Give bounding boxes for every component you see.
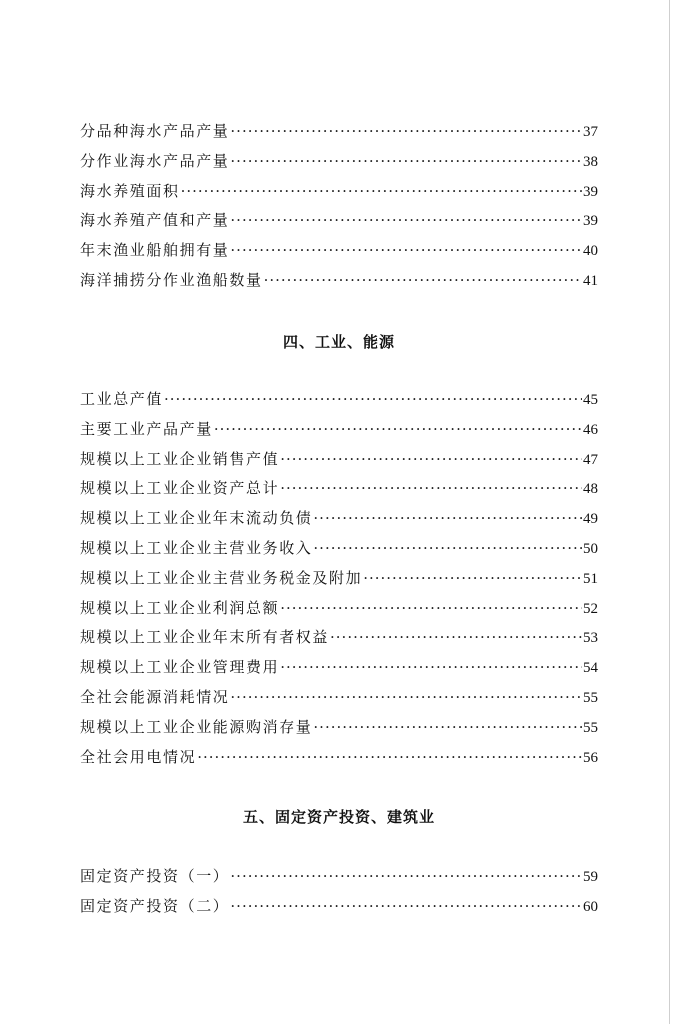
toc-entry-page: 56	[583, 749, 598, 766]
toc-entry-page: 60	[583, 898, 598, 915]
toc-entry-title: 规模以上工业企业年末所有者权益	[80, 628, 330, 647]
toc-entry[interactable]	[80, 147, 598, 177]
toc-entry-title: 工业总产值	[80, 390, 164, 408]
dot-leader	[330, 623, 582, 653]
toc-entry-page: 55	[583, 689, 598, 706]
toc-entry-page: 48	[583, 481, 598, 498]
dot-leader	[230, 862, 582, 892]
dot-leader	[313, 534, 582, 564]
toc-entry-title: 规模以上工业企业利润总额	[80, 598, 280, 617]
toc-entry-title: 规模以上工业企业主营业务收入	[80, 538, 313, 557]
dot-leader	[197, 743, 582, 773]
toc-entry-page: 39	[583, 183, 598, 200]
dot-leader	[313, 504, 582, 534]
toc-entry-page: 52	[583, 600, 598, 617]
toc-entry-title: 固定资产投资（二）	[80, 896, 230, 915]
toc-entry-title: 全社会用电情况	[80, 747, 197, 766]
toc-entry-title: 海水养殖面积	[80, 181, 180, 200]
toc-entry[interactable]	[80, 564, 598, 594]
dot-leader	[214, 415, 582, 445]
toc-entry-page: 59	[583, 869, 598, 885]
toc-entry[interactable]	[80, 206, 598, 236]
toc-entry-page: 39	[583, 213, 598, 230]
dot-leader	[230, 147, 582, 177]
toc-entry-title: 主要工业产品产量	[80, 419, 213, 438]
toc-entry-page: 45	[583, 392, 598, 408]
section-heading-fixed-assets-construction: 五、固定资产投资、建筑业	[242, 808, 435, 826]
dot-leader	[230, 892, 582, 922]
toc-section-fixed-assets-construction	[80, 862, 598, 922]
toc-entry[interactable]	[80, 892, 598, 922]
toc-entry[interactable]	[80, 445, 598, 475]
dot-leader	[181, 177, 582, 207]
toc-entry-page: 50	[583, 540, 598, 557]
toc-entry[interactable]	[80, 266, 598, 296]
toc-section-fishery	[80, 117, 598, 296]
dot-leader	[280, 653, 582, 683]
dot-leader	[230, 683, 582, 713]
toc-entry-page: 55	[583, 719, 598, 736]
page-edge-line	[669, 0, 670, 1024]
toc-entry-page: 49	[583, 511, 598, 528]
toc-entry-title: 规模以上工业企业资产总计	[80, 479, 280, 498]
toc-entry[interactable]	[80, 743, 598, 773]
toc-entry-page: 40	[583, 243, 598, 260]
toc-entry-title: 规模以上工业企业销售产值	[80, 449, 280, 468]
toc-entry[interactable]	[80, 177, 598, 207]
toc-entry[interactable]	[80, 713, 598, 743]
toc-entry[interactable]	[80, 534, 598, 564]
toc-entry-page: 47	[583, 451, 598, 468]
toc-entry-title: 海洋捕捞分作业渔船数量	[80, 270, 263, 289]
dot-leader	[230, 117, 582, 147]
toc-entry[interactable]	[80, 623, 598, 653]
toc-entry[interactable]	[80, 683, 598, 713]
toc-entry[interactable]	[80, 474, 598, 504]
toc-entry-page: 54	[583, 660, 598, 677]
dot-leader	[164, 385, 582, 415]
toc-entry-title: 全社会能源消耗情况	[80, 687, 230, 706]
toc-entry[interactable]	[80, 594, 598, 624]
toc-entry[interactable]	[80, 236, 598, 266]
toc-entry-page: 53	[583, 630, 598, 647]
toc-entry-title: 海水养殖产值和产量	[80, 211, 230, 230]
toc-entry-page: 41	[583, 272, 598, 289]
toc-section-industry-energy	[80, 385, 598, 772]
toc-entry-title: 年末渔业船舶拥有量	[80, 241, 230, 260]
dot-leader	[280, 594, 582, 624]
toc-entry-page: 37	[583, 124, 598, 140]
toc-entry-page: 46	[583, 421, 598, 438]
toc-entry-title: 规模以上工业企业年末流动负债	[80, 509, 313, 528]
toc-entry-title: 分品种海水产品产量	[80, 122, 230, 140]
toc-entry-page: 38	[583, 153, 598, 170]
dot-leader	[363, 564, 582, 594]
toc-entry[interactable]	[80, 385, 598, 415]
toc-entry-title: 规模以上工业企业管理费用	[80, 658, 280, 677]
dot-leader	[264, 266, 582, 296]
toc-entry-title: 规模以上工业企业能源购消存量	[80, 717, 313, 736]
dot-leader	[230, 206, 582, 236]
toc-entry[interactable]	[80, 415, 598, 445]
toc-entry[interactable]	[80, 653, 598, 683]
dot-leader	[313, 713, 582, 743]
dot-leader	[280, 474, 582, 504]
section-heading-industry-energy: 四、工业、能源	[282, 333, 395, 351]
toc-entry-title: 固定资产投资（一）	[80, 867, 230, 885]
toc-entry[interactable]	[80, 504, 598, 534]
toc-entry[interactable]	[80, 117, 598, 147]
toc-entry[interactable]	[80, 862, 598, 892]
dot-leader	[230, 236, 582, 266]
toc-entry-title: 分作业海水产品产量	[80, 151, 230, 170]
toc-entry-page: 51	[583, 570, 598, 587]
dot-leader	[280, 445, 582, 475]
toc-entry-title: 规模以上工业企业主营业务税金及附加	[80, 568, 363, 587]
